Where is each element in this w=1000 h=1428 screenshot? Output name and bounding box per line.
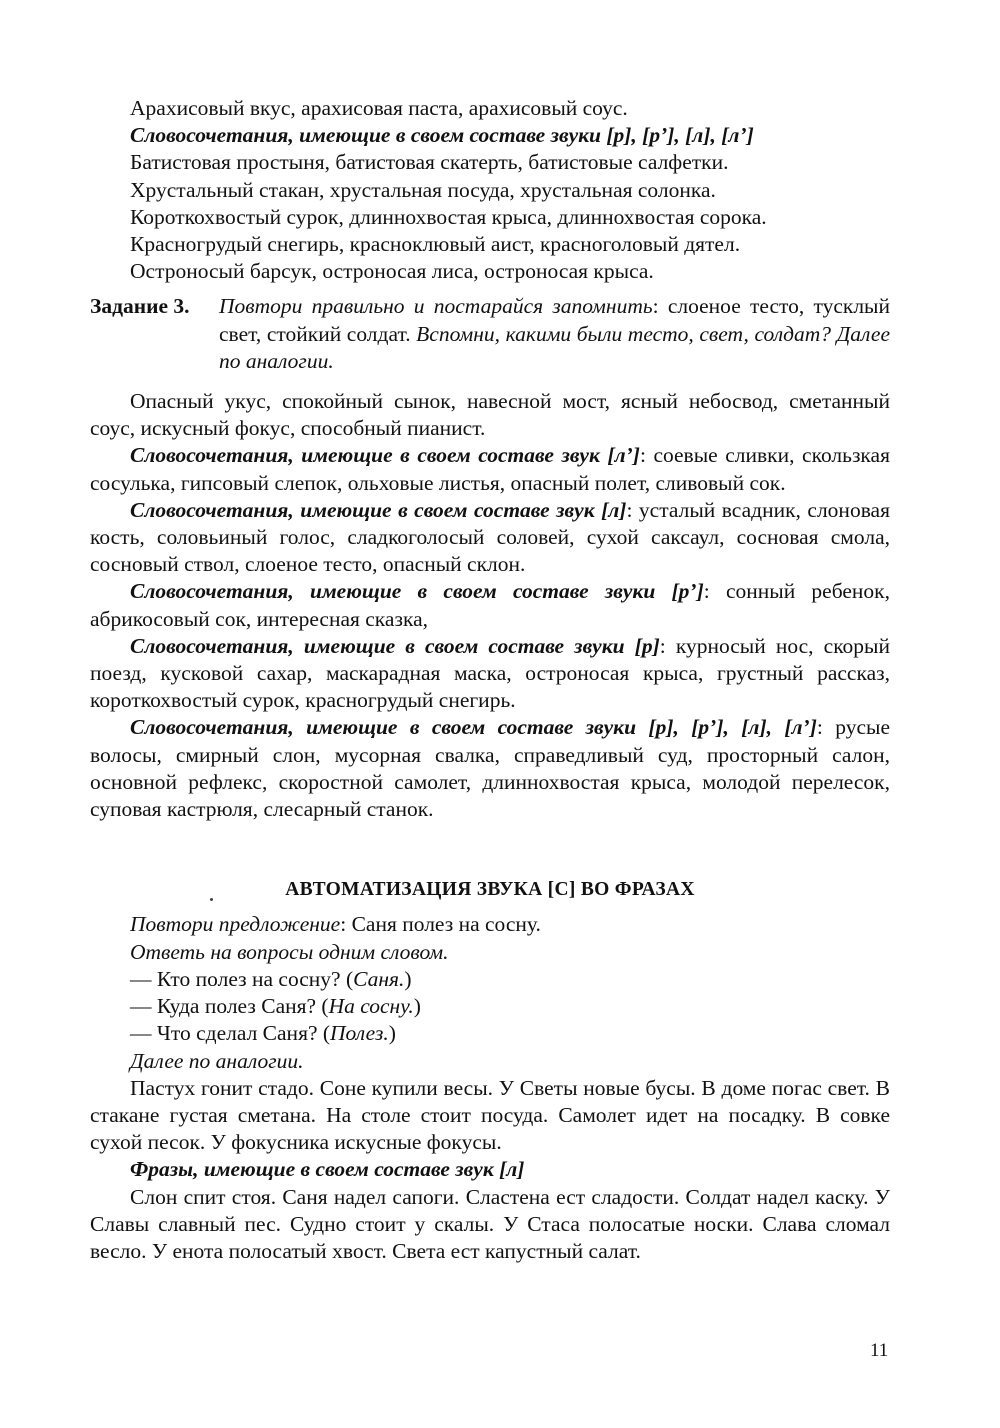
group-text: : сонный ребенок, абрикосовый сок, интересная сказка, — [90, 579, 890, 631]
question-line — [90, 966, 890, 993]
group-heading: Словосочетания, имеющие в своем составе звук [л] — [130, 497, 627, 522]
close-paren: ) — [388, 1021, 396, 1046]
task-instruction: Повтори правильно и постарайся запомнить — [219, 294, 653, 319]
group-text: : русые волосы, смирный слон, мусорная свалка, справедливый суд, просторный салон, основной рефлекс, скоростной самолет, длиннохвостая крыса, молодой перелесок, суповая кастрюля, слесарный станок. — [90, 715, 890, 822]
group-heading: Словосочетания, имеющие в своем составе звуки [р’] — [130, 579, 704, 604]
page-number: 11 — [870, 1340, 889, 1361]
paragraph: Пастух гонит стадо. Соне купили весы. У Светы новые бусы. В доме погас свет. В стакане густая сметана. На столе стоит посуда. Самолет идет на посадку. В совке сухой песок. У фокусника искусные фокусы. — [90, 1075, 890, 1155]
task-instruction-2: Вспомни, какими были тесто, свет, солдат? Далее по аналогии. — [219, 321, 890, 373]
group-text: : усталый всадник, слоновая кость, соловьиный голос, сладкоголосый соловей, сухой саксаул, сосновая смола, сосновый ствол, слоеное тесто, опасный склон. — [90, 497, 890, 577]
paragraph: Опасный укус, спокойный сынок, навесной мост, ясный небосвод, сметанный соус, искусный фокус, способный пианист. — [90, 389, 890, 441]
task-text: : слоеное тесто, тусклый свет, стойкий солдат. — [219, 294, 890, 346]
group-heading: Словосочетания, имеющие в своем составе звуки [р], [р’], [л], [л’] — [130, 715, 817, 740]
list-line: Красногрудый снегирь, красноклювый аист, красноголовый дятел. — [130, 232, 741, 257]
group-paragraph — [90, 497, 890, 579]
question-text: — Что сделал Саня? ( — [130, 1021, 331, 1046]
list-line: Короткохвостый сурок, длиннохвостая крыса, длиннохвостая сорока. — [130, 204, 767, 229]
group-text: : соевые сливки, скользкая сосулька, гипсовый слепок, ольховые листья, опасный полет, сливовый сок. — [90, 443, 890, 495]
close-paren: ) — [413, 994, 421, 1019]
answer-text: Полез. — [330, 1021, 389, 1046]
task-label: Задание 3. — [90, 294, 190, 319]
list-line: Хрустальный стакан, хрустальная посуда, хрустальная солонка. — [130, 177, 716, 202]
answer-instruction: Ответь на вопросы одним словом. — [130, 939, 449, 964]
scan-dot — [210, 898, 213, 901]
group-heading: Словосочетания, имеющие в своем составе звуки [р] — [130, 633, 660, 658]
close-paren: ) — [404, 966, 412, 991]
question-text: — Куда полез Саня? ( — [130, 994, 329, 1019]
group-heading: Словосочетания, имеющие в своем составе звук [л’] — [130, 443, 640, 468]
paragraph: Слон спит стоя. Саня надел сапоги. Сластена ест сладости. Солдат надел каску. У Славы славный пес. Судно стоит у скалы. У Стаса полосатые носки. Слава сломал весло. У енота полосатый хвост. Света ест капустный салат. — [90, 1184, 890, 1263]
question-line — [90, 1020, 890, 1047]
question-text: — Кто полез на сосну? ( — [130, 966, 354, 991]
task-3 — [90, 293, 890, 375]
section-title: АВТОМАТИЗАЦИЯ ЗВУКА [С] ВО ФРАЗАХ — [285, 879, 695, 901]
page-content — [90, 95, 890, 1265]
further-instruction: Далее по аналогии. — [130, 1048, 304, 1073]
subheading: Словосочетания, имеющие в своем составе звуки [р], [р’], [л], [л’] — [130, 123, 754, 148]
phrases-heading: Фразы, имеющие в своем составе звук [л] — [130, 1157, 525, 1182]
repeat-instruction: Повтори предложение — [130, 912, 341, 937]
group-paragraph — [90, 578, 890, 632]
repeat-line — [90, 911, 890, 938]
group-paragraph — [90, 714, 890, 823]
group-paragraph — [90, 442, 890, 496]
group-paragraph — [90, 633, 890, 715]
list-line: Батистовая простыня, батистовая скатерть, батистовые салфетки. — [130, 150, 729, 175]
task-body — [219, 293, 890, 375]
question-line — [90, 993, 890, 1020]
answer-text: На сосну. — [328, 994, 414, 1019]
list-line: Остроносый барсук, остроносая лиса, остроносая крыса. — [130, 259, 654, 284]
text-line: Арахисовый вкус, арахисовая паста, арахисовый соус. — [130, 96, 628, 120]
answer-text: Саня. — [353, 966, 405, 991]
group-text: : курносый нос, скорый поезд, кусковой сахар, маскарадная маска, остроносая крыса, грустный рассказ, короткохвостый сурок, красногрудый снегирь. — [90, 633, 890, 713]
repeat-text: : Саня полез на сосну. — [340, 912, 541, 937]
